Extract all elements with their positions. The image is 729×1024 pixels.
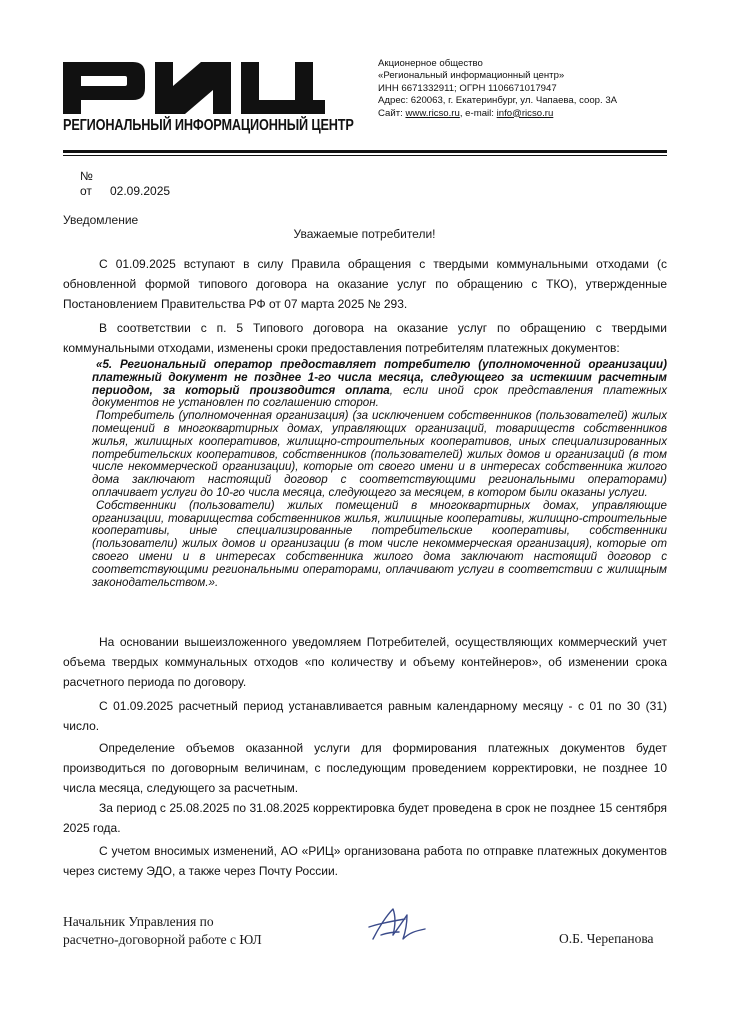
signatory-position	[63, 913, 262, 949]
document-number	[80, 169, 93, 183]
site-label: Сайт:	[378, 107, 406, 119]
intro-paragraph: С 01.09.2025 вступают в силу Правила обращения с твердыми коммунальными отходами (с обновленной формой типового договора на оказание услуг по обращению с ТКО), утвержденные Постановлением Правительства РФ от 07 марта 2025 № 293.	[63, 257, 667, 311]
body-paragraph: За период с 25.08.2025 по 31.08.2025 корректировка будет проведена в срок не позднее 15 сентября 2025 года.	[63, 801, 667, 835]
organization-info	[378, 58, 678, 120]
quote-paragraph	[92, 359, 667, 410]
date-label: от	[80, 184, 92, 198]
email-label: , e-mail:	[459, 107, 497, 119]
signatory-name: О.Б. Черепанова	[559, 931, 654, 946]
site-link[interactable]: www.ricso.ru	[405, 107, 460, 119]
quoted-clause	[92, 359, 667, 589]
position-line: Начальник Управления по	[63, 914, 214, 929]
handwritten-signature	[363, 905, 433, 947]
number-label: №	[80, 169, 93, 183]
quote-paragraph: Потребитель (уполномоченная организация) (за исключением собственников (пользователей) жилых помещений в многоквартирных домах, управляющих организаций, товариществ собственников жилья, жилищных кооперативов, жилищно-строительных кооперативов, иных специализированных потребительских кооперативов, собственников (пользователей) жилых домов и организаций (в том числе некоммерческой организации), которые от своего имени и в интересах собственника жилого дома заключают настоящий договор с соответствующими региональными операторами) оплачивает услуги до 10-го числа месяца, следующего за месяцем, в котором были оказаны услуги.	[92, 409, 667, 499]
greeting: Уважаемые потребители!	[293, 227, 436, 241]
document-type: Уведомление	[63, 213, 139, 227]
header-divider-thick	[63, 150, 667, 153]
document-date: 02.09.2025	[110, 184, 171, 198]
email-link[interactable]: info@ricso.ru	[496, 107, 554, 119]
quote-paragraph: Собственники (пользователи) жилых помещений в многоквартирных домах, управляющие организации, товарищества собственников жилья, жилищные кооперативы, жилищно-строительные кооперативы, иные специализированные потребительские кооперативы, собственники (пользователи) жилых домов и организации (в том числе некоммерческая организация), которые от своего имени и в интересах собственника жилого дома заключают настоящий договор с соответствующими региональными операторами, оплачивают услуги в соответствии с жилищным законодательством.».	[92, 498, 667, 589]
quote-bold-text: «5. Региональный оператор предоставляет потребителю (уполномоченной организации) платежный документ не позднее 1-го числа месяца, следующего за истекшим расчетным периодом, за который производится оплата	[92, 358, 667, 397]
org-line: Акционерное общество	[378, 58, 483, 69]
body-paragraph: С 01.09.2025 расчетный период устанавливается равным календарному месяцу - с 01 по 30 (31) число.	[63, 699, 667, 733]
org-contacts	[378, 108, 678, 120]
org-line: Адрес: 620063, г. Екатеринбург, ул. Чапаева, соор. 3А	[378, 95, 618, 107]
org-line: ИНН 6671332911; ОГРН 1106671017947	[378, 82, 557, 94]
document-date-row	[80, 184, 171, 198]
company-logo	[63, 62, 328, 114]
header-divider-thin	[63, 155, 667, 156]
body-paragraph: С учетом вносимых изменений, АО «РИЦ» организована работа по отправке платежных документов через систему ЭДО, а также через Почту России.	[63, 844, 667, 878]
logo-caption: РЕГИОНАЛЬНЫЙ ИНФОРМАЦИОННЫЙ ЦЕНТР	[63, 117, 354, 134]
position-line: расчетно-договорной работе с ЮЛ	[63, 932, 262, 947]
body-paragraph: Определение объемов оказанной услуги для формирования платежных документов будет производиться по договорным величинам, с последующим проведением корректировки, не позднее 10 числа месяца, следующего за расчетным.	[63, 741, 667, 795]
org-line: «Региональный информационный центр»	[378, 70, 565, 82]
quote-text: , если иной срок представления платежных документов не установлен по соглашению сторон.	[92, 383, 667, 410]
intro-paragraph: В соответствии с п. 5 Типового договора на оказание услуг по обращению с твердыми коммунальными отходами, изменены сроки предоставления потребителям платежных документов:	[63, 321, 667, 355]
body-paragraph: На основании вышеизложенного уведомляем Потребителей, осуществляющих коммерческий учет объема твердых коммунальных отходов «по количеству и объему контейнеров», об изменении срока расчетного периода по договору.	[63, 635, 667, 689]
